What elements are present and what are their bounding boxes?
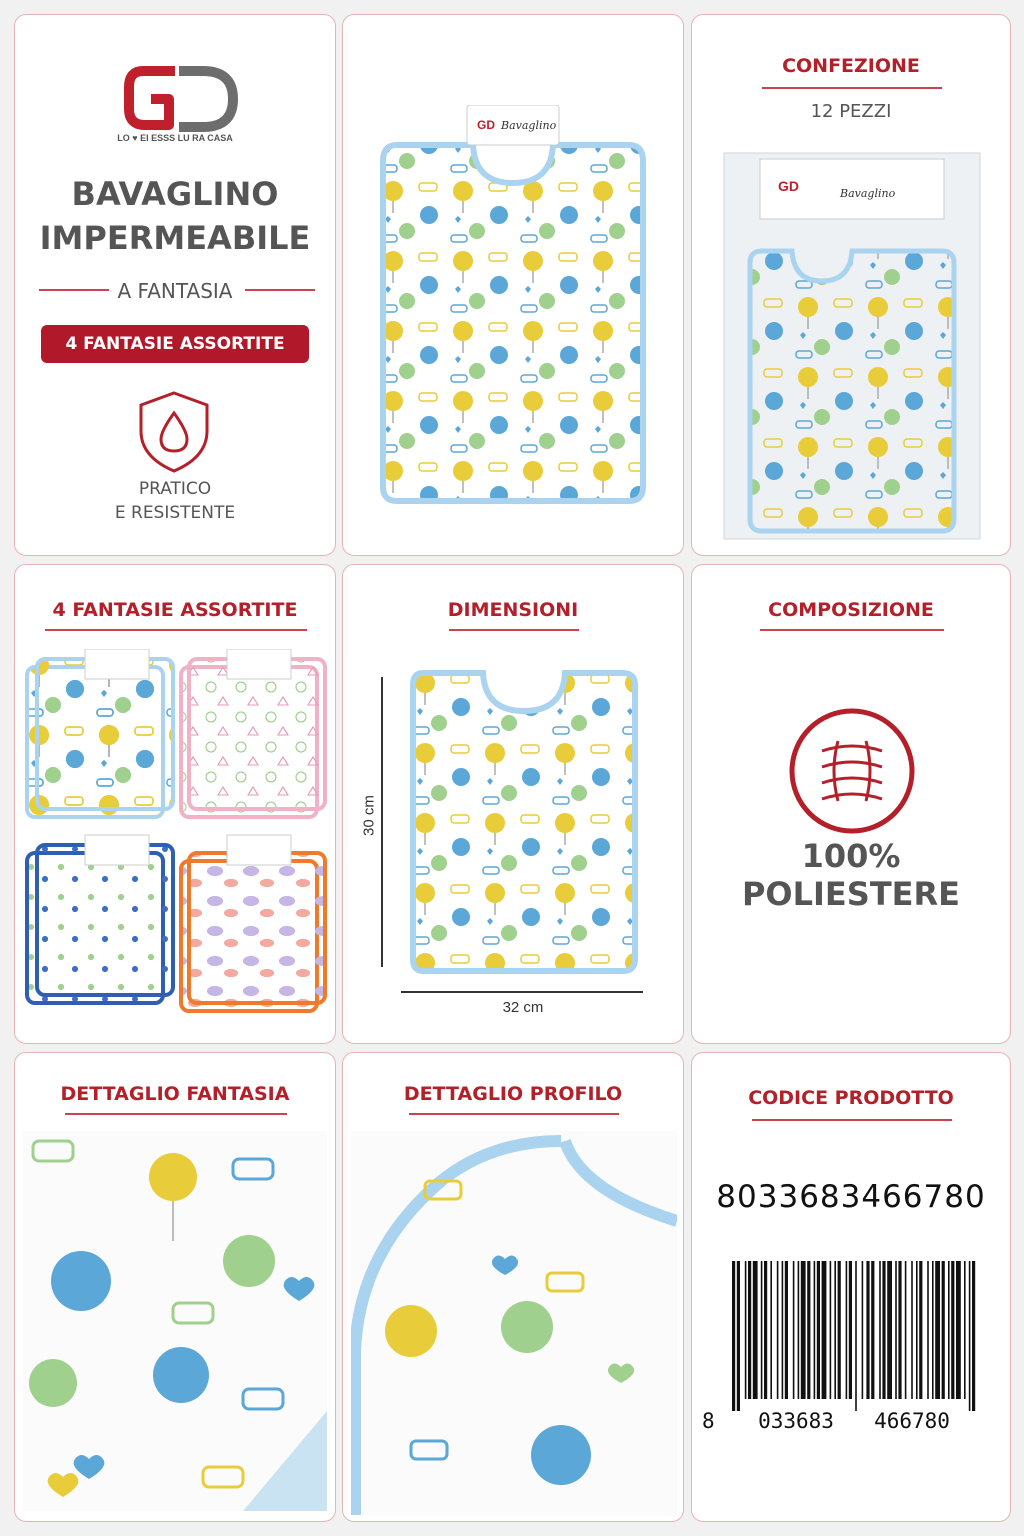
shield-drop-icon <box>135 389 213 475</box>
width-dimension-line <box>401 991 643 993</box>
bib-image <box>377 105 649 505</box>
feature-line2: E RESISTENTE <box>114 503 236 523</box>
dimensions-bib-image <box>409 667 639 977</box>
product-photo-panel <box>342 14 684 556</box>
barcode-bar <box>911 1261 913 1399</box>
barcode-bar <box>817 1261 820 1399</box>
barcode-bar <box>969 1261 971 1411</box>
barcode-bar <box>770 1261 772 1399</box>
barcode-bar <box>849 1261 852 1399</box>
barcode-bar <box>916 1261 918 1399</box>
brand-tagline: LO ♥ EI ESSS LU RA CASA <box>117 133 233 143</box>
barcode-group2: 466780 <box>874 1409 950 1433</box>
package-image <box>722 151 982 541</box>
barcode-bar <box>935 1261 940 1399</box>
variants-title-underline <box>45 629 307 631</box>
feature-line1: PRATICO <box>138 479 212 499</box>
barcode-bar <box>807 1261 810 1399</box>
barcode-bar <box>951 1261 954 1399</box>
barcode-bar <box>732 1261 735 1411</box>
barcode-bar <box>834 1261 836 1399</box>
package-panel <box>691 14 1011 556</box>
variants-panel <box>14 564 336 1044</box>
svg-text:GD: GD <box>477 118 495 132</box>
barcode-group1: 033683 <box>758 1409 834 1433</box>
pattern-closeup-image <box>23 1131 327 1511</box>
barcode-bar <box>798 1261 800 1399</box>
svg-text:GD: GD <box>778 178 799 194</box>
barcode-bar <box>745 1261 747 1399</box>
barcode-bar <box>830 1261 832 1399</box>
composition-panel <box>691 564 1011 1044</box>
product-code-title: CODICE PRODOTTO <box>748 1087 954 1109</box>
detail-pattern-panel <box>14 1052 336 1522</box>
barcode-bar <box>905 1261 907 1399</box>
barcode-bar <box>761 1261 763 1399</box>
barcode-bar <box>895 1261 897 1399</box>
barcode-bar <box>964 1261 966 1399</box>
package-title: CONFEZIONE <box>782 55 920 77</box>
barcode-bar <box>801 1261 806 1399</box>
barcode-bar <box>855 1261 857 1411</box>
barcode-bar <box>814 1261 816 1399</box>
profile-closeup-image <box>351 1131 677 1515</box>
barcode-bar <box>753 1261 758 1399</box>
dimensions-title: DIMENSIONI <box>447 599 579 621</box>
barcode-first-digit: 8 <box>702 1409 715 1433</box>
product-title-line1: BAVAGLINO <box>71 175 279 213</box>
barcode-bar <box>866 1261 869 1399</box>
package-tag-label: Bavaglino <box>840 187 896 200</box>
barcode-bar <box>879 1261 881 1399</box>
width-label: 32 cm <box>502 999 544 1016</box>
dimensions-title-underline <box>449 629 579 631</box>
barcode-bar <box>846 1261 848 1399</box>
barcode-bar <box>748 1261 751 1399</box>
detail-pattern-title: DETTAGLIO FANTASIA <box>60 1083 290 1105</box>
package-count: 12 PEZZI <box>810 101 892 122</box>
product-title-line2: IMPERMEABILE <box>39 219 311 257</box>
barcode-bar <box>737 1261 740 1411</box>
barcode-bar <box>972 1261 975 1411</box>
product-subtitle: A FANTASIA <box>117 279 233 303</box>
detail-profile-panel <box>342 1052 684 1522</box>
barcode-bar <box>927 1261 929 1399</box>
barcode-bar <box>932 1261 934 1399</box>
composition-title-underline <box>760 629 944 631</box>
bib-tag-label: Bavaglino <box>501 119 557 132</box>
barcode-bar <box>882 1261 885 1399</box>
barcode-bar <box>862 1261 864 1399</box>
barcode-bar <box>956 1261 961 1399</box>
intro-panel <box>14 14 336 556</box>
barcode-bar <box>942 1261 945 1399</box>
barcode-bar <box>785 1261 788 1399</box>
barcode-bar <box>898 1261 901 1399</box>
barcode-bar <box>782 1261 784 1399</box>
package-title-underline <box>762 87 942 89</box>
barcode-bar <box>871 1261 874 1399</box>
barcode-bar <box>777 1261 779 1399</box>
barcode-bar <box>764 1261 767 1399</box>
product-code-panel <box>691 1052 1011 1522</box>
barcode-bar <box>887 1261 892 1399</box>
barcode <box>728 1261 976 1411</box>
dimensions-panel <box>342 564 684 1044</box>
barcode-bar <box>793 1261 795 1399</box>
height-label: 30 cm <box>360 795 378 836</box>
assorted-badge: 4 FANTASIE ASSORTITE <box>41 325 309 363</box>
detail-pattern-title-underline <box>65 1113 287 1115</box>
product-code-number: 8033683466780 <box>716 1179 986 1215</box>
fabric-fiber-icon <box>786 705 918 837</box>
barcode-bar <box>838 1261 841 1399</box>
divider-right <box>245 289 315 291</box>
barcode-bar <box>948 1261 950 1399</box>
composition-title: COMPOSIZIONE <box>768 599 934 621</box>
detail-profile-title: DETTAGLIO PROFILO <box>403 1083 623 1105</box>
height-dimension-line <box>381 677 383 967</box>
detail-profile-title-underline <box>409 1113 619 1115</box>
product-code-title-underline <box>752 1119 952 1121</box>
composition-percent: 100% <box>801 837 901 875</box>
variants-title: 4 FANTASIE ASSORTITE <box>52 599 298 621</box>
composition-material: POLIESTERE <box>741 875 961 913</box>
barcode-bar <box>919 1261 922 1399</box>
barcode-bar <box>822 1261 827 1399</box>
variant-images-grid <box>23 649 329 1015</box>
